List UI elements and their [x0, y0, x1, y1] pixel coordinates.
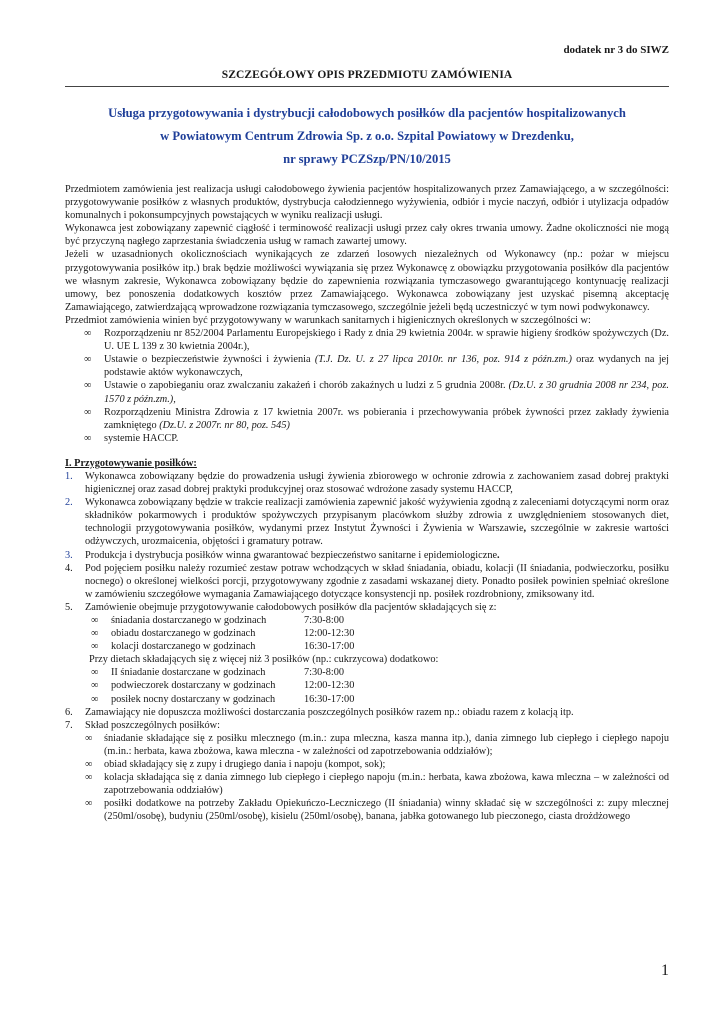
document-title: SZCZEGÓŁOWY OPIS PRZEDMIOTU ZAMÓWIENIA: [221, 69, 513, 81]
list-item: ∞ obiad składający się z zupy i drugiego dania i napoju (kompot, sok);: [85, 759, 386, 771]
subtitle-line-1: Usługa przygotowywania i dystrybucji całodobowych posiłków dla pacjentów hospitalizowanych: [108, 106, 626, 120]
list-item: ∞ Rozporządzeniu Ministra Zdrowia z 17 kwietnia 2007r. ws pobierania i przechowywania próbek żywności przez zakłady żywienia zamkniętego (Dz.U. z 2007r. nr 80, poz. 545): [84, 406, 669, 431]
infinity-bullet-icon: ∞: [84, 380, 92, 392]
subtitle-line-2: w Powiatowym Centrum Zdrowia Sp. z o.o. Szpital Powiatowy w Drezdenku,: [160, 129, 574, 143]
intro-paragraph: Przedmiot zamówienia winien być przygotowywany w warunkach sanitarnych i higienicznych określonych w szczególności w:: [65, 314, 591, 326]
subtitle-line-3: nr sprawy PCZSzp/PN/10/2015: [283, 152, 451, 166]
appendix-note: dodatek nr 3 do SIWZ: [563, 44, 669, 56]
infinity-bullet-icon: ∞: [84, 354, 92, 366]
infinity-bullet-icon: ∞: [85, 759, 93, 771]
infinity-bullet-icon: ∞: [84, 432, 92, 444]
list-item: ∞ Ustawie o bezpieczeństwie żywności i żywienia (T.J. Dz. U. z 27 lipca 2010r. nr 136, poz. 914 z późn.zm.) oraz wydanych na jej podstawie aktów wykonawczych,: [84, 354, 669, 379]
title-underline: [65, 86, 669, 87]
list-item: ∞ posiłki dodatkowe na potrzeby Zakładu Opiekuńczo-Leczniczego (II śniadania) winny składać się w szczególności z: zupy mlecznej (250ml/osobę), budyniu (250ml/osobę), kisielu (250ml/osobę), banana, jabłka gotowanego lub pieczonego, ciasta drożdżowego: [85, 798, 669, 823]
meal-row: ∞ śniadania dostarczanego w godzinach 7:30-8:00: [91, 615, 345, 626]
page-number: 1: [661, 962, 669, 979]
meal-schedule: [65, 614, 669, 653]
list-item: 5. Zamówienie obejmuje przygotowywanie całodobowych posiłków dla pacjentów składających się z: ∞ śniadania dostarczanego w godzinach 7:30-8:00 ∞ obiadu dostarczanego w godzinach 12:00-12:30 ∞ kolacji dostarczanego w godzinach 16:30-17:00 Przy dietach składających się z więcej niż 3 posiłków (np.: cukrzycowa) dodatkowo: ∞ II śniadanie dostarczane w godzinach 7:30-8:00 ∞ podwieczorek dostarczany w godzinach 12:00-12:30 ∞ posiłek nocny dostarczany w godzinach 16:30-17:00: [65, 601, 669, 706]
diet-intro: Przy dietach składających się z więcej niż 3 posiłków (np.: cukrzycowa) dodatkowo:: [89, 654, 439, 666]
infinity-bullet-icon: ∞: [85, 732, 93, 744]
diet-meal-schedule: [65, 666, 669, 705]
intro-paragraph: Przedmiotem zamówienia jest realizacja usługi całodobowego żywienia pacjentów hospitalizowanych przez Zamawiającego, a w szczególności: przygotowywanie posiłków z własnych produktów, dystrybucja całodziennego wyżywienia, odbiór i mycie naczyń, odbiór i utylizacja odpadów komunalnych i pokonsumpcyjnych powstających w wyniku realizacji usługi.: [65, 184, 669, 222]
list-item: ∞ Ustawie o zapobieganiu oraz zwalczaniu zakażeń i chorób zakaźnych u ludzi z 5 grudnia 2008r. (Dz.U. z 30 grudnia 2008 nr 234, poz. 1570 z późn.zm.),: [84, 380, 670, 405]
infinity-bullet-icon: ∞: [91, 693, 99, 705]
list-item: 3. Produkcja i dystrybucja posiłków winna gwarantować bezpieczeństwo sanitarne i epidemiologiczne.: [65, 549, 500, 561]
meal-row: ∞ posiłek nocny dostarczany w godzinach 16:30-17:00: [91, 693, 355, 705]
meal-composition-list: [85, 732, 669, 824]
section-1-list: [65, 470, 669, 824]
infinity-bullet-icon: ∞: [85, 798, 93, 810]
section-heading: I. Przygotowywanie posiłków:: [65, 457, 197, 469]
infinity-bullet-icon: ∞: [91, 680, 99, 692]
list-item: 6. Zamawiający nie dopuszcza możliwości dostarczania poszczególnych posiłków razem np.: obiadu razem z kolacją itp.: [65, 706, 574, 718]
infinity-bullet-icon: ∞: [91, 628, 99, 640]
infinity-bullet-icon: ∞: [84, 328, 92, 340]
infinity-bullet-icon: ∞: [84, 406, 92, 418]
infinity-bullet-icon: ∞: [91, 641, 99, 653]
list-item: 4. Pod pojęciem posiłku należy rozumieć zestaw potraw wchodzących w skład śniadania, obiadu, kolacji (II śniadania, podwieczorku, posiłku nocnego) o określonej wielkości porcji, przygotowywany zgodnie z zasadami wskazanej diety. Ponadto posiłek powinien spełniać określone w zamówieniu szczegółowe wymagania Zamawiającego dotyczące konsystencji np. posiłek rozdrobniony, zmiksowany itd.: [65, 562, 669, 600]
meal-row: ∞ podwieczorek dostarczany w godzinach 12:00-12:30: [91, 680, 355, 692]
meal-row: ∞ kolacji dostarczanego w godzinach 16:30-17:00: [91, 641, 355, 653]
regulations-list: [65, 327, 669, 445]
list-item: 1. Wykonawca zobowiązany będzie do prowadzenia usługi żywienia zbiorowego w ochronie zdrowia z zachowaniem zasad dobrej praktyki higienicznej oraz zasad dobrej praktyki produkcyjnej oraz stosować wdrożone zasady systemu HACCP,: [65, 470, 669, 496]
document-body: [65, 183, 669, 824]
meal-row: ∞ II śniadanie dostarczane w godzinach 7:30-8:00: [91, 667, 345, 679]
infinity-bullet-icon: ∞: [85, 772, 93, 784]
list-item: ∞ Rozporządzeniu nr 852/2004 Parlamentu Europejskiego i Rady z dnia 29 kwietnia 2004r. w sprawie higieny środków spożywczych (Dz. U. UE L 139 z 30 kwietnia 2004r.),: [84, 328, 669, 353]
infinity-bullet-icon: ∞: [91, 615, 99, 626]
meal-row: ∞ obiadu dostarczanego w godzinach 12:00-12:30: [91, 628, 355, 640]
list-item: ∞ systemie HACCP.: [84, 432, 179, 444]
infinity-bullet-icon: ∞: [91, 667, 99, 679]
list-item: ∞ śniadanie składające się z posiłku mlecznego (m.in.: zupa mleczna, kasza manna itp.), dania zimnego lub ciepłego i ciepłego napoju (m.in.: herbata, kawa zbożowa, kawa mleczna - w zależności od zapotrzebowania oddziałów);: [85, 732, 669, 757]
list-item: 2. Wykonawca zobowiązany będzie w trakcie realizacji zamówienia zapewnić jakość wyżywienia zgodną z zaleceniami dotyczącymi norm oraz składników pokarmowych i produktów spożywczych przypisanym placówkom służby zdrowia z uwzględnieniem stosowanych diet, technologii przygotowywania posiłków, wydanymi przez Instytut Żywności i Żywienia w Warszawie, szczególnie w zakresie wartości odżywczych, urozmaicenia, objętości i gramatury potraw.: [65, 497, 670, 548]
intro-paragraph: Wykonawca jest zobowiązany zapewnić ciągłość i terminowość realizacji usługi przez cały okres trwania umowy. Żadne okoliczności nie mogą być przyczyną nagłego zaprzestania świadczenia usług w ramach zawartej umowy.: [65, 223, 669, 248]
intro-paragraph: Jeżeli w uzasadnionych okolicznościach wynikających ze zdarzeń losowych niezależnych od Wykonawcy (np.: pożar w miejscu przygotowywania posiłków itp.) brak będzie możliwości wywiązania się przez Wykonawcę z obowiązku przygotowania posiłków dla pacjentów we własnym zakresie, Wykonawca zobowiązany będzie do zapewnienia rozwiązania tymczasowego gwarantującego kontynuację realizacji umowy, bez ponoszenia dodatkowych kosztów przez Zamawiającego. Wykonawca zobowiązany jest uzyskać pisemną akceptację Zamawiającego, zatwierdzającą wprowadzone rozwiązania tymczasowego, szczególnie jeżeli będą uczestniczyć w tym nowi podwykonawcy.: [65, 249, 669, 313]
list-item: 7. Skład poszczególnych posiłków: ∞ śniadanie składające się z posiłku mlecznego (m.in.: zupa mleczna, kasza manna itp.), dania zimnego lub ciepłego i ciepłego napoju (m.in.: herbata, kawa zbożowa, kawa mleczna - w zależności od zapotrzebowania oddziałów); ∞ obiad składający się z zupy i drugiego dania i napoju (kompot, sok); ∞ kolacja składająca się z dania zimnego lub ciepłego i ciepłego napoju (m.in.: herbata, kawa zbożowa, kawa mleczna – w zależności od zapotrzebowania oddziałów) ∞ posiłki dodatkowe na potrzeby Zakładu Opiekuńczo-Leczniczego (II śniadania) winny składać się w szczególności z: zupy mlecznej (250ml/osobę), budyniu (250ml/osobę), kisielu (250ml/osobę), banana, jabłka gotowanego lub pieczonego, ciasta drożdżowego: [65, 719, 669, 823]
list-item: ∞ kolacja składająca się z dania zimnego lub ciepłego i ciepłego napoju (m.in.: herbata, kawa zbożowa, kawa mleczna – w zależności od zapotrzebowania oddziałów): [85, 772, 669, 797]
